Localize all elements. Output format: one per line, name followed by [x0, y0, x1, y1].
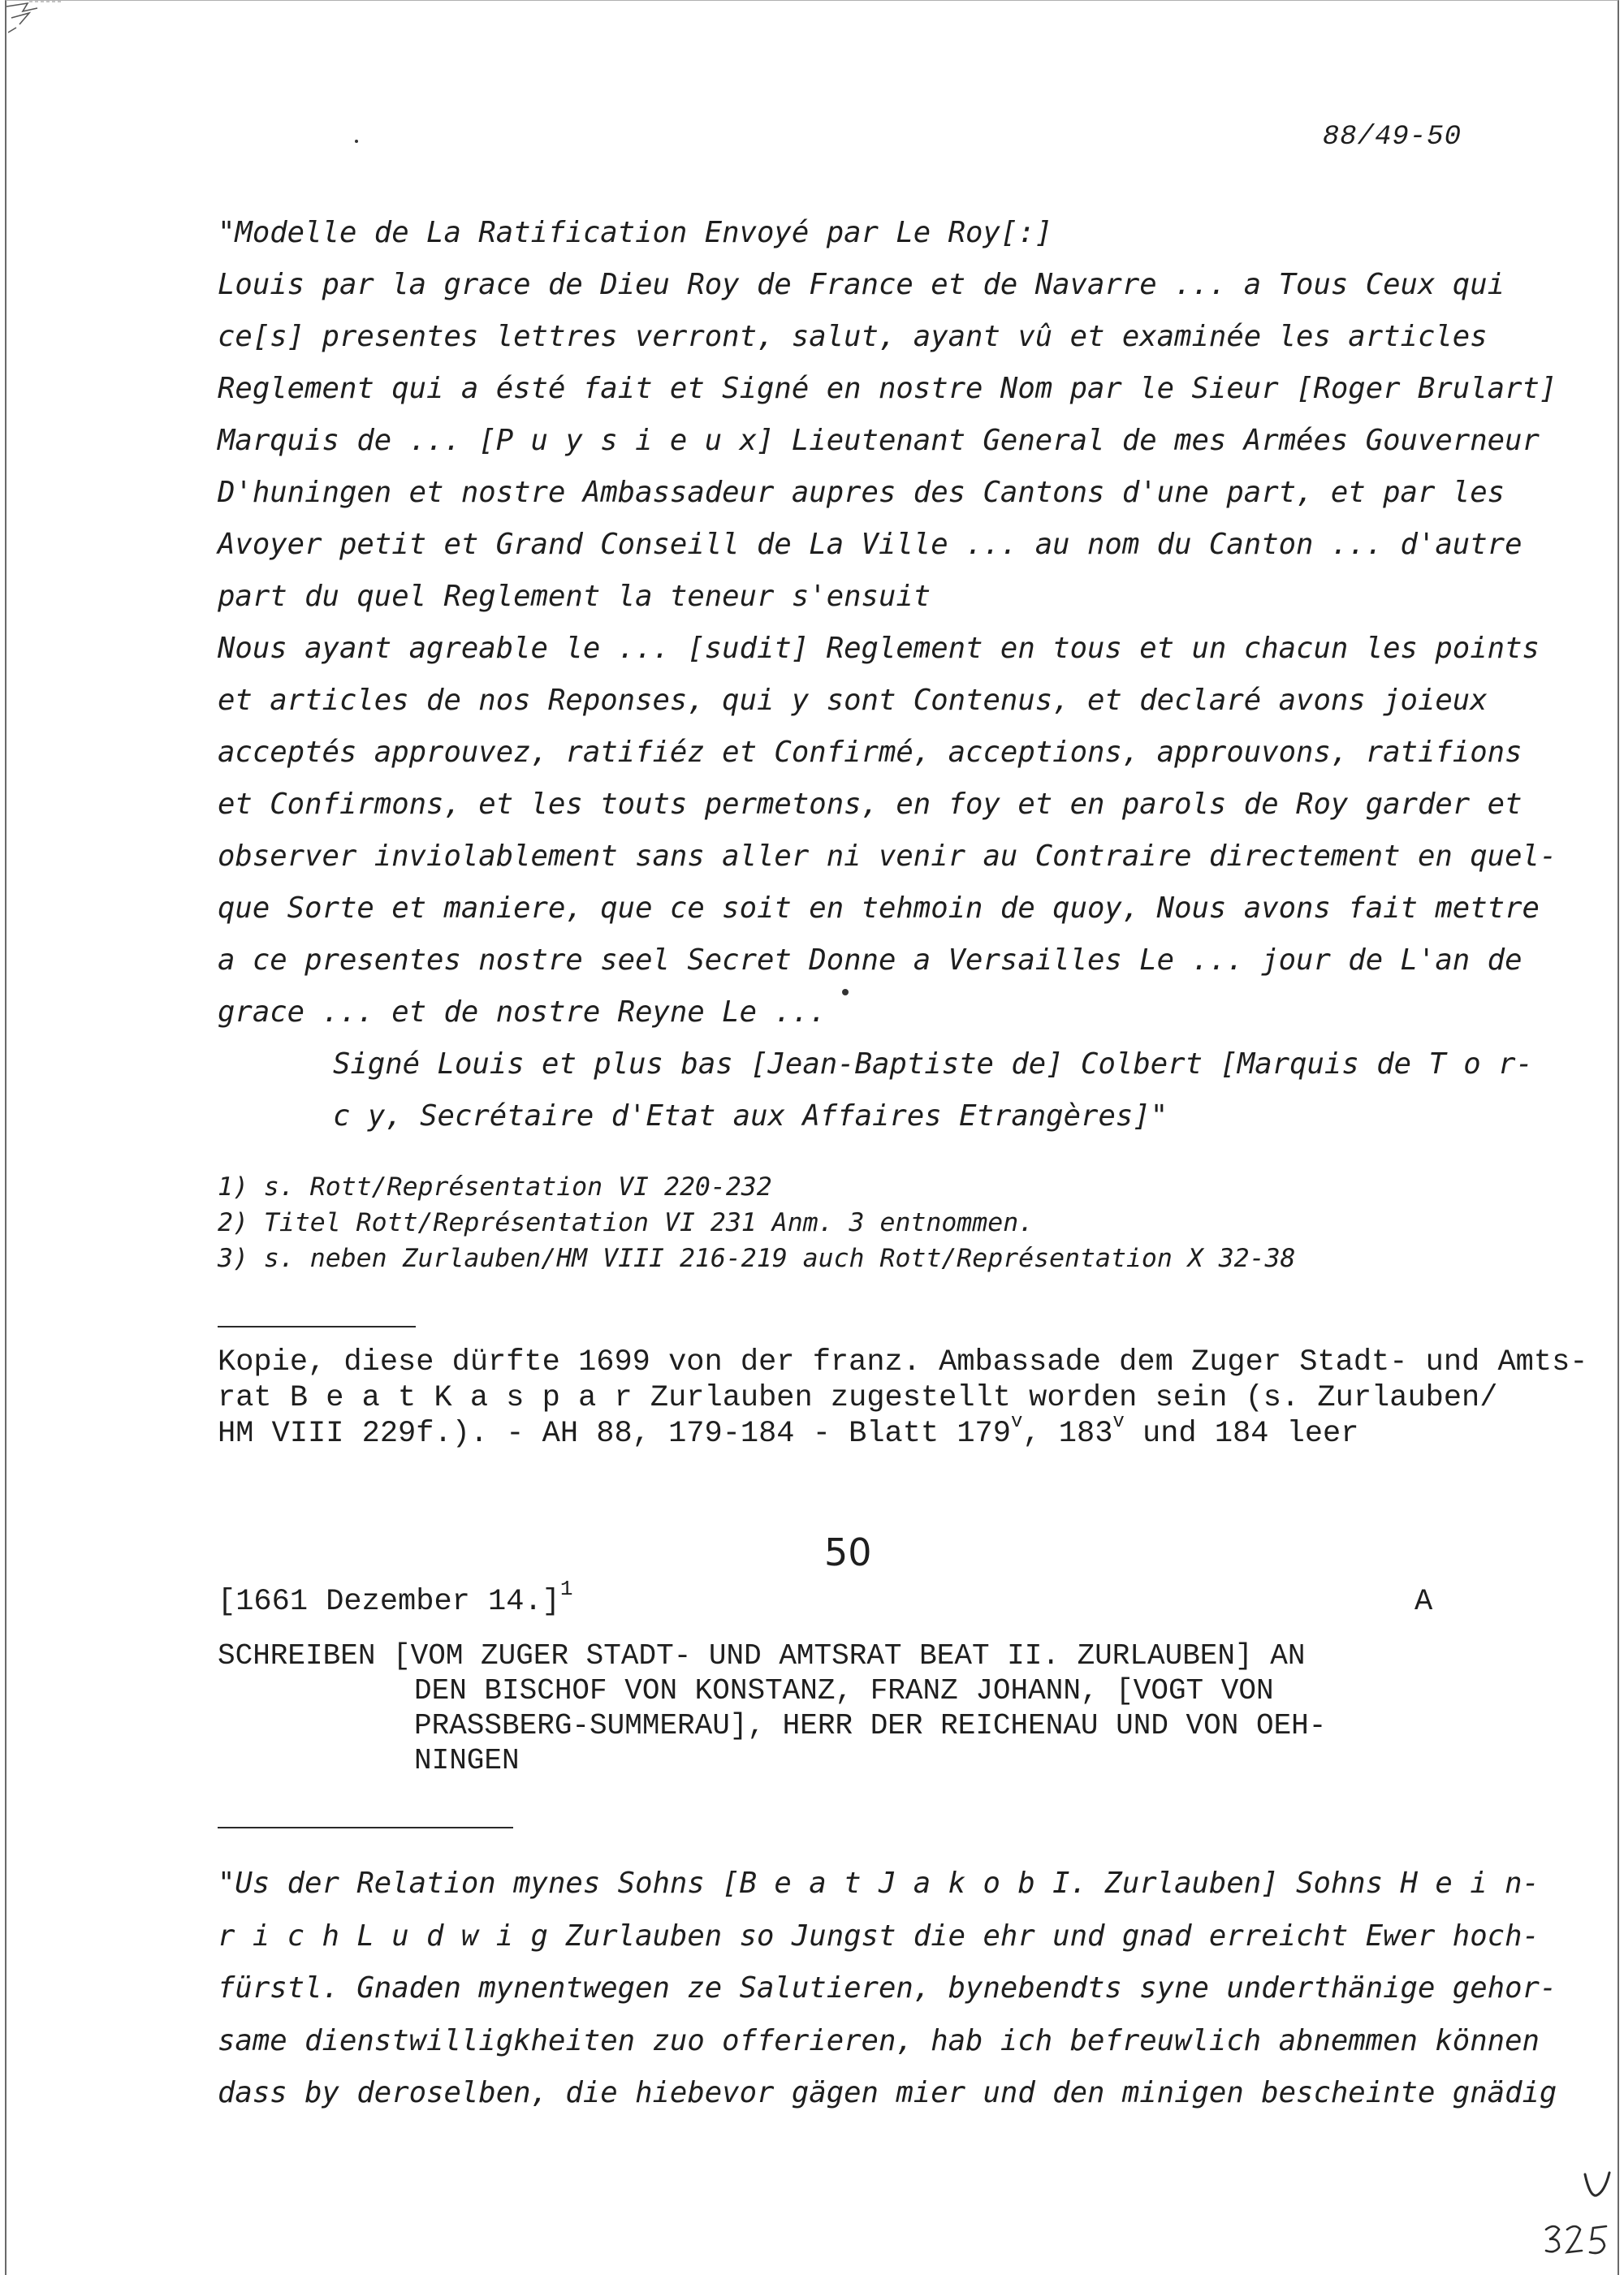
signature-line: Signé Louis et plus bas [Jean-Baptiste de] Colbert [Marquis de T o r- — [333, 1047, 1533, 1081]
date-text: [1661 Dezember 14.] — [218, 1585, 560, 1619]
source-text: , 183 — [1022, 1417, 1113, 1451]
document-heading — [218, 1638, 1326, 1778]
source-line: Kopie, diese dürfte 1699 von der franz. Ambassade dem Zuger Stadt- und Amts- — [218, 1345, 1588, 1379]
heading-line: DEN BISCHOF VON KONSTANZ, FRANZ JOHANN, [VOGT VON — [414, 1674, 1274, 1707]
letter-line: fürstl. Gnaden mynentwegen ze Salutieren, bynebendts syne underthänige gehor- — [218, 1971, 1557, 2005]
quote-line: grace ... et de nostre Reyne Le ... — [218, 995, 827, 1029]
source-text: und 184 leer — [1124, 1417, 1359, 1451]
footnote: 1) s. Rott/Représentation VI 220-232 — [218, 1172, 772, 1202]
quote-line: acceptés approuvez, ratifiéz et Confirmé, acceptions, approuvons, ratifions — [218, 736, 1522, 769]
quote-line: Avoyer petit et Grand Conseill de La Ville ... au nom du Canton ... d'autre — [218, 528, 1522, 561]
footnote-marker: 1 — [559, 1577, 573, 1601]
corner-scratch-mark — [5, 0, 62, 49]
heading-line: PRASSBERG-SUMMERAU], HERR DER REICHENAU UND VON OEH- — [414, 1709, 1327, 1742]
heading-line: SCHREIBEN [VOM ZUGER STADT- UND AMTSRAT BEAT II. ZURLAUBEN] AN — [218, 1639, 1306, 1673]
document-type-marker: A — [1415, 1585, 1433, 1619]
separator-rule — [218, 1827, 513, 1828]
document-date — [218, 1577, 573, 1619]
letter-line: "Us der Relation mynes Sohns [B e a t J a k o b I. Zurlauben] Sohns H e i n- — [218, 1867, 1540, 1900]
quote-line: a ce presentes nostre seel Secret Donne a Versailles Le ... jour de L'an de — [218, 943, 1522, 977]
quote-line: "Modelle de La Ratification Envoyé par Le Roy[:] — [218, 216, 1053, 249]
quote-line: ce[s] presentes lettres verront, salut, ayant vû et examinée les articles — [218, 320, 1488, 353]
page-reference: 88/49-50 — [1322, 122, 1462, 153]
separator-rule — [218, 1326, 416, 1327]
quote-line: Marquis de ... [P u y s i e u x] Lieutenant General de mes Armées Gouverneur — [218, 424, 1540, 457]
heading-line: NINGEN — [414, 1744, 520, 1777]
signature-line: c y, Secrétaire d'Etat aux Affaires Etrangères]" — [333, 1099, 1168, 1133]
quote-line: et Confirmons, et les touts permetons, en foy et en parols de Roy garder et — [218, 788, 1522, 821]
document-number: 50 — [824, 1530, 872, 1574]
letter-line: r i c h L u d w i g Zurlauben so Jungst die ehr und gnad erreicht Ewer hoch- — [218, 1919, 1540, 1953]
handwritten-page-mark — [1535, 2168, 1616, 2265]
quote-line: Nous ayant agreable le ... [sudit] Reglement en tous et un chacun les points — [218, 632, 1540, 665]
superscript-verso: v — [1010, 1411, 1023, 1433]
ratification-quote — [218, 207, 1557, 1142]
source-text: HM VIII 229f.). - AH 88, 179-184 - Blatt 179 — [218, 1417, 1011, 1451]
source-note — [218, 1345, 1587, 1452]
quote-line: Reglement qui a ésté fait et Signé en nostre Nom par le Sieur [Roger Brulart] — [218, 372, 1557, 405]
letter-text — [218, 1858, 1557, 2120]
quote-line: D'huningen et nostre Ambassadeur aupres des Cantons d'une part, et par les — [218, 476, 1505, 509]
quote-line: observer inviolablement sans aller ni venir au Contraire directement en quel- — [218, 840, 1557, 873]
letter-line: same dienstwilligkheiten zuo offerieren, hab ich befreuwlich abnemmen können — [218, 2023, 1540, 2057]
source-line — [218, 1411, 1587, 1452]
footnote: 3) s. neben Zurlauben/HM VIII 216-219 auch Rott/Représentation X 32-38 — [218, 1244, 1296, 1273]
footnote: 2) Titel Rott/Représentation VI 231 Anm. 3 entnommen. — [218, 1208, 1034, 1237]
quote-line: Louis par la grace de Dieu Roy de France et de Navarre ... a Tous Ceux qui — [218, 268, 1505, 301]
stray-dot — [355, 140, 358, 143]
quote-line: part du quel Reglement la teneur s'ensuit — [218, 580, 931, 613]
source-line: rat B e a t K a s p a r Zurlauben zugestellt worden sein (s. Zurlauben/ — [218, 1381, 1498, 1415]
letter-line: dass by deroselben, die hiebevor gägen mier und den minigen bescheinte gnädig — [218, 2076, 1557, 2109]
quote-line: et articles de nos Reponses, qui y sont Contenus, et declaré avons joieux — [218, 684, 1488, 717]
superscript-verso: v — [1112, 1411, 1125, 1433]
footnotes — [218, 1169, 1296, 1276]
quote-line: que Sorte et maniere, que ce soit en tehmoin de quoy, Nous avons fait mettre — [218, 891, 1540, 925]
